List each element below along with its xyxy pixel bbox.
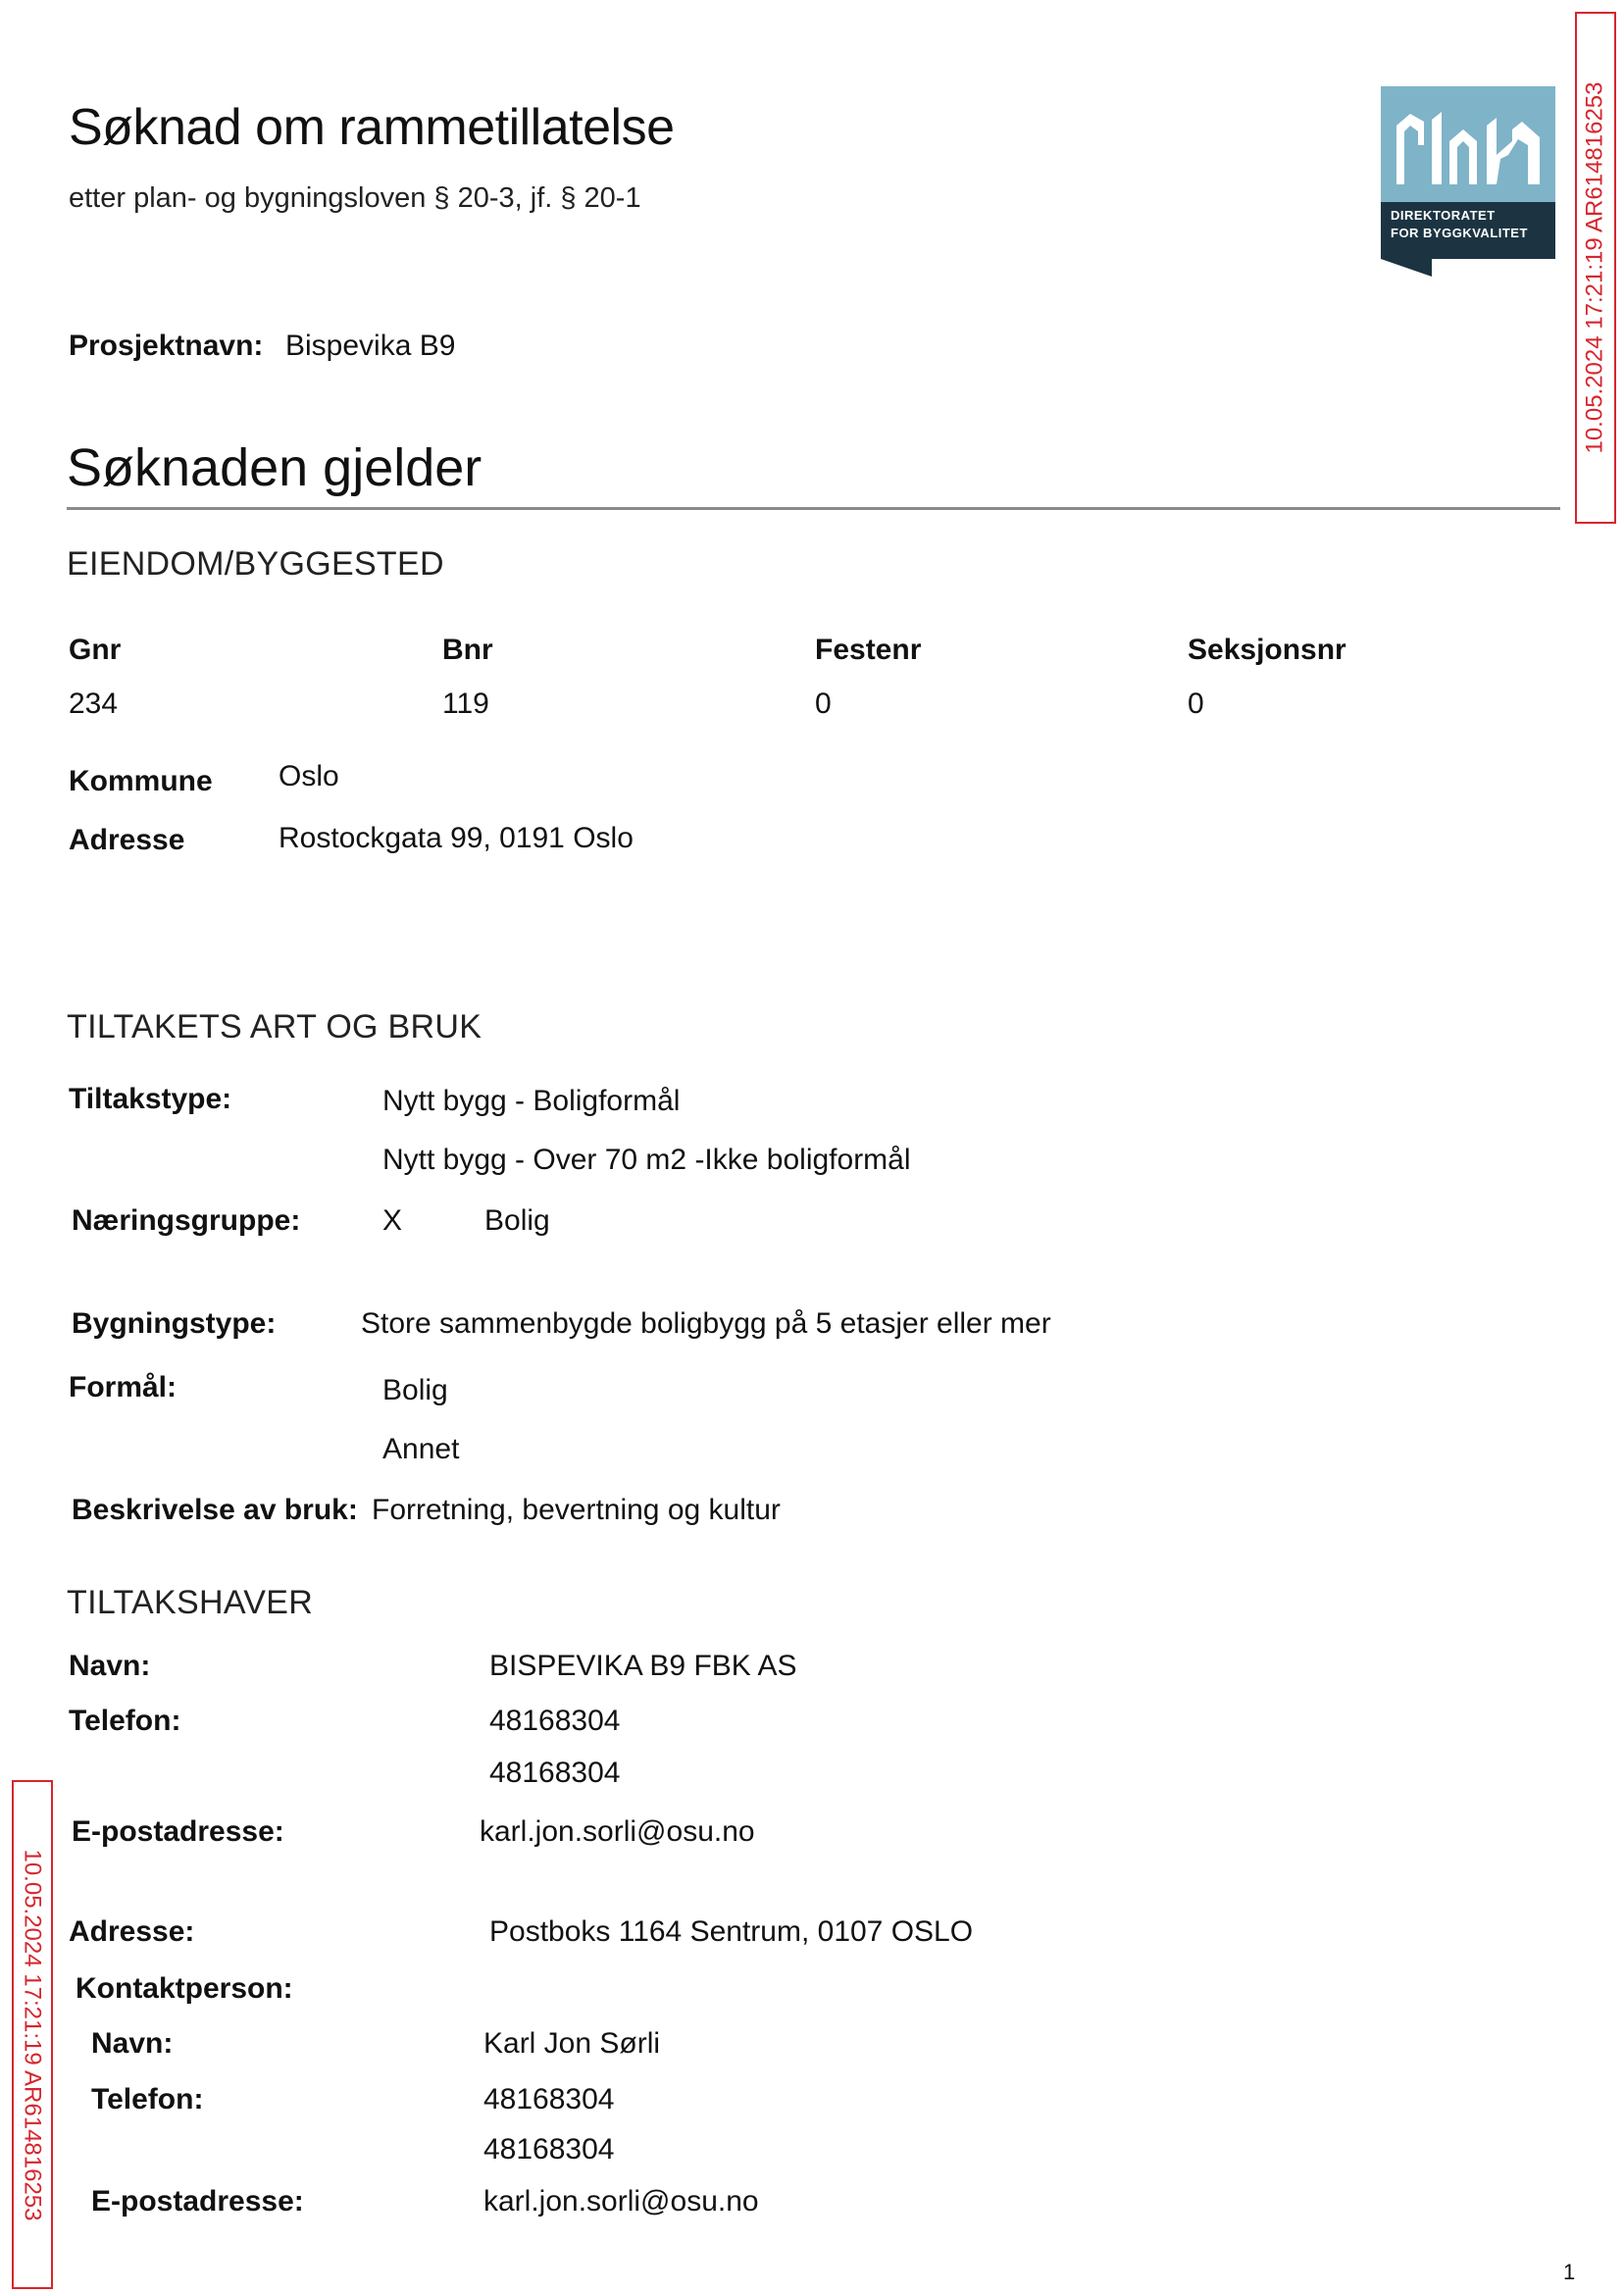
seksjonsnr-value: 0 (1188, 688, 1204, 720)
kontakt-telefon-2: 48168304 (483, 2133, 615, 2166)
dibk-logo-icon (1381, 86, 1555, 277)
festenr-label: Festenr (815, 634, 922, 666)
kontakt-telefon-1: 48168304 (483, 2083, 615, 2116)
tiltakshaver-telefon-1: 48168304 (489, 1705, 621, 1737)
document-subtitle: etter plan- og bygningsloven § 20-3, jf. § 20-1 (69, 182, 641, 214)
kontakt-epost-value: karl.jon.sorli@osu.no (483, 2185, 759, 2218)
naeringsgruppe-code: X (382, 1204, 403, 1237)
tiltakshaver-epost-label: E-postadresse: (72, 1815, 284, 1848)
section-title-soknaden-gjelder: Søknaden gjelder (67, 438, 482, 497)
bruk-value: Forretning, bevertning og kultur (372, 1494, 781, 1526)
formal-label: Formål: (69, 1371, 178, 1403)
tiltakshaver-epost-value: karl.jon.sorli@osu.no (480, 1815, 755, 1848)
section-divider (67, 507, 1560, 510)
tiltakstype-value-2: Nytt bygg - Over 70 m2 -Ikke boligformål (382, 1144, 911, 1176)
kommune-label: Kommune (69, 765, 213, 797)
tiltakstype-label: Tiltakstype: (69, 1083, 232, 1115)
project-name-value: Bispevika B9 (285, 330, 456, 362)
kommune-value: Oslo (279, 760, 339, 792)
bnr-value: 119 (442, 688, 489, 720)
naeringsgruppe-value: Bolig (484, 1204, 550, 1237)
tiltakshaver-telefon-label: Telefon: (69, 1705, 181, 1737)
gnr-label: Gnr (69, 634, 122, 666)
bygningstype-value: Store sammenbygde boligbygg på 5 etasjer eller mer (361, 1307, 1051, 1340)
tiltakshaver-adresse-value: Postboks 1164 Sentrum, 0107 OSLO (489, 1915, 974, 1948)
tiltakstype-value-1: Nytt bygg - Boligformål (382, 1085, 681, 1117)
seksjonsnr-label: Seksjonsnr (1188, 634, 1346, 666)
heading-tiltakets-art: TILTAKETS ART OG BRUK (67, 1008, 482, 1045)
timestamp-stamp-top (1575, 12, 1616, 524)
heading-eiendom: EIENDOM/BYGGESTED (67, 545, 444, 583)
bygningstype-label: Bygningstype: (72, 1307, 277, 1340)
logo-line-2: FOR BYGGKVALITET (1391, 226, 1528, 240)
tiltakshaver-adresse-label: Adresse: (69, 1915, 195, 1948)
naeringsgruppe-label: Næringsgruppe: (72, 1204, 301, 1237)
formal-value-1: Bolig (382, 1374, 448, 1406)
timestamp-stamp-top-text: 10.05.2024 17:21:19 AR614816253 (1582, 81, 1608, 454)
adresse-label: Adresse (69, 824, 185, 856)
formal-value-2: Annet (382, 1433, 460, 1465)
project-name-label: Prosjektnavn: (69, 330, 264, 362)
kontaktperson-label: Kontaktperson: (76, 1972, 293, 2005)
logo-line-1: DIREKTORATET (1391, 208, 1496, 223)
document-title: Søknad om rammetillatelse (69, 99, 675, 156)
adresse-value: Rostockgata 99, 0191 Oslo (279, 822, 634, 854)
tiltakshaver-telefon-2: 48168304 (489, 1757, 621, 1789)
page-number: 1 (1563, 2260, 1576, 2284)
kontakt-epost-label: E-postadresse: (91, 2185, 304, 2218)
kontakt-navn-value: Karl Jon Sørli (483, 2027, 661, 2060)
gnr-value: 234 (69, 688, 119, 720)
heading-tiltakshaver: TILTAKSHAVER (67, 1584, 314, 1621)
timestamp-stamp-bottom (12, 1780, 53, 2289)
bruk-label: Beskrivelse av bruk: (72, 1494, 358, 1526)
kontakt-telefon-label: Telefon: (91, 2083, 204, 2116)
timestamp-stamp-bottom-text: 10.05.2024 17:21:19 AR614816253 (20, 1848, 46, 2221)
tiltakshaver-navn-value: BISPEVIKA B9 FBK AS (489, 1650, 797, 1682)
tiltakshaver-navn-label: Navn: (69, 1650, 151, 1682)
festenr-value: 0 (815, 688, 832, 720)
kontakt-navn-label: Navn: (91, 2027, 174, 2060)
bnr-label: Bnr (442, 634, 493, 666)
